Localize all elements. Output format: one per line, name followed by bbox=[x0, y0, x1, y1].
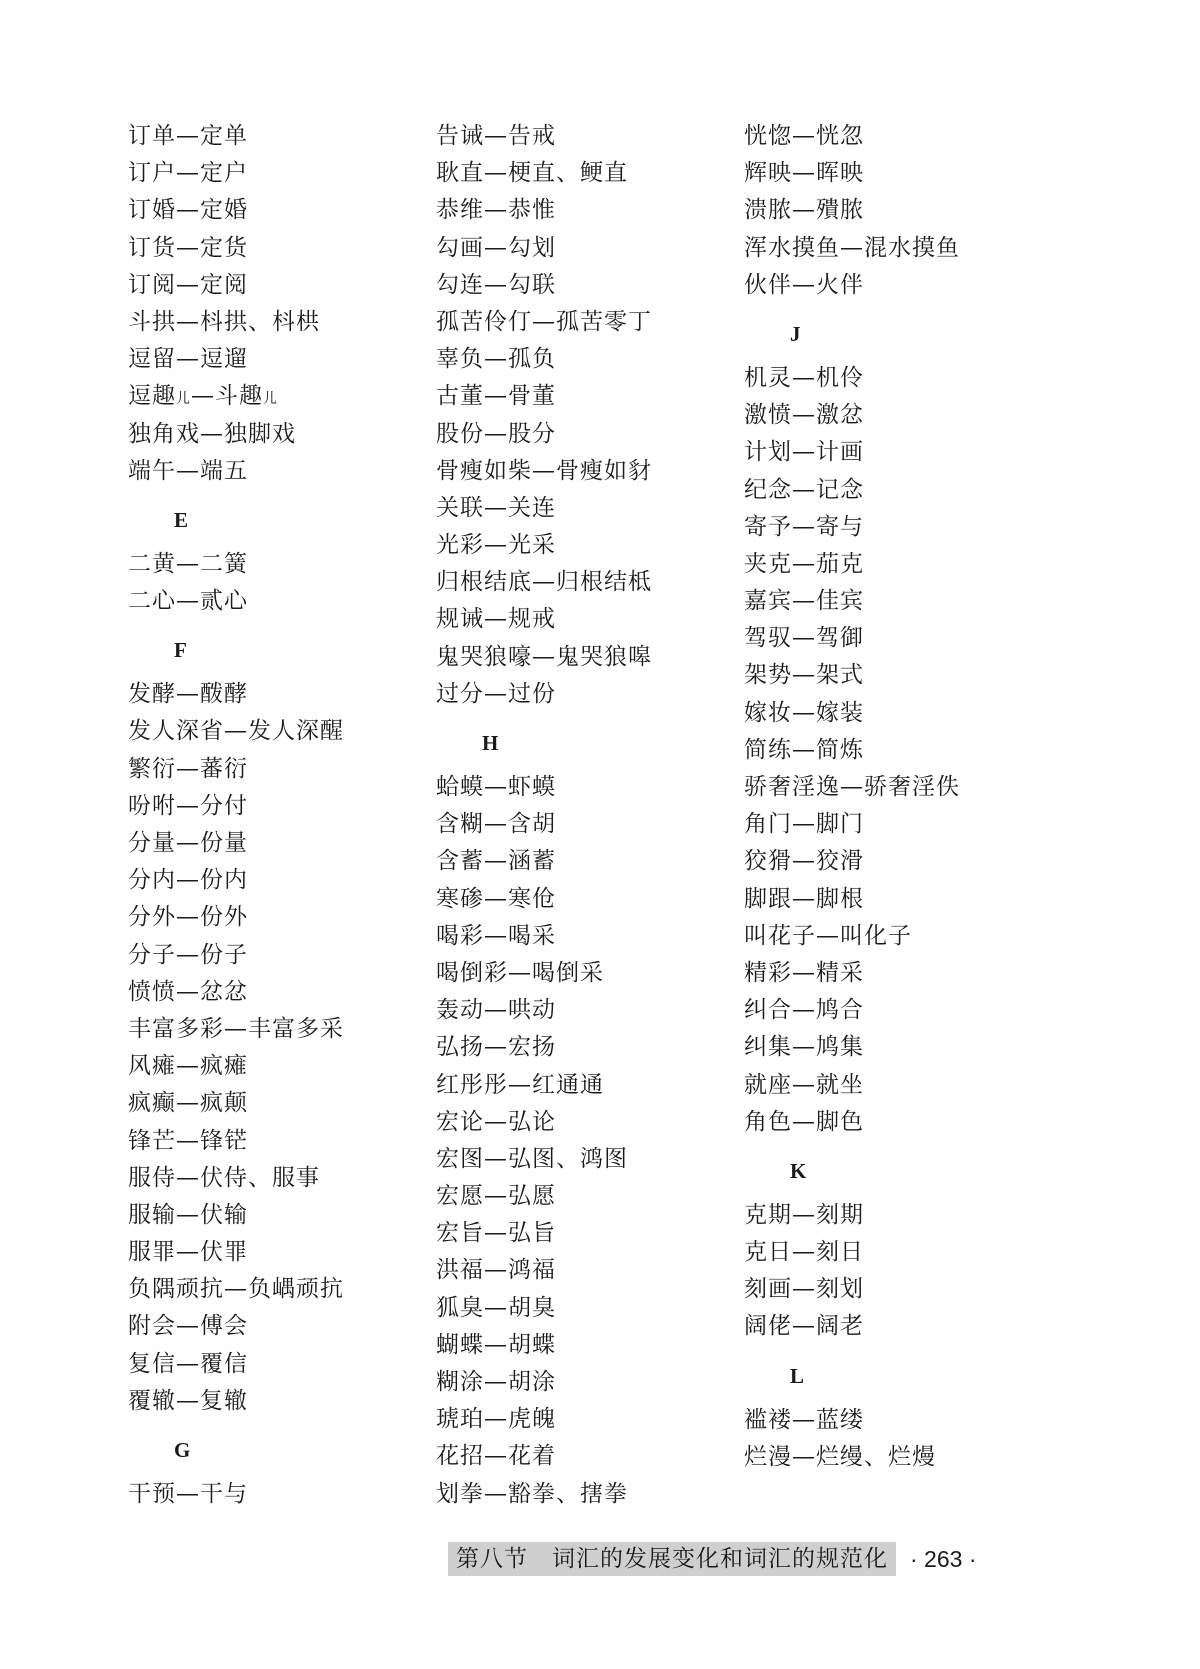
word-entry: 叫花子—叫化子 bbox=[744, 922, 912, 949]
word-entry: 订单—定单 bbox=[128, 123, 248, 149]
word-entry: 架势—架式 bbox=[744, 662, 864, 689]
word-entry: 复信—覆信 bbox=[128, 1350, 248, 1377]
word-entry: 古董—骨董 bbox=[436, 383, 556, 410]
word-entry: 斗拱—枓拱、枓栱 bbox=[128, 308, 320, 335]
word-entry: 轰动—哄动 bbox=[436, 997, 556, 1024]
word-entry: 恭维—恭惟 bbox=[436, 197, 556, 224]
word-entry: 阔佬—阔老 bbox=[744, 1313, 864, 1340]
er-suffix: 儿 bbox=[263, 391, 278, 408]
word-entry: 逗留—逗遛 bbox=[128, 346, 248, 373]
word-entry: 含蓄—涵蓄 bbox=[436, 848, 556, 875]
word-entry: 负隅顽抗—负嵎顽抗 bbox=[128, 1276, 344, 1303]
word-entry: 克日—刻日 bbox=[744, 1239, 864, 1266]
word-entry: 嘉宾—佳宾 bbox=[744, 588, 864, 615]
word-entry: 愤愤—忿忿 bbox=[128, 978, 248, 1005]
word-entry: 寄予—寄与 bbox=[744, 513, 864, 540]
word-entry: 溃脓—殨脓 bbox=[744, 197, 864, 224]
er-suffix: 儿 bbox=[176, 391, 191, 408]
word-entry: 纠集—鸠集 bbox=[744, 1034, 864, 1061]
word-entry: 分子—份子 bbox=[128, 941, 248, 968]
section-title: 第八节 词汇的发展变化和词汇的规范化 bbox=[448, 1542, 896, 1576]
word-entry: 纪念—记念 bbox=[744, 476, 864, 503]
word-entry: 激愤—激忿 bbox=[744, 402, 864, 429]
word-entry: 糊涂—胡涂 bbox=[436, 1369, 556, 1395]
word-entry: 吩咐—分付 bbox=[128, 792, 248, 819]
word-entry: 就座—就坐 bbox=[744, 1071, 864, 1098]
word-entry: 红彤彤—红通通 bbox=[436, 1071, 604, 1098]
word-entry: 规诫—规戒 bbox=[436, 606, 556, 633]
word-entry: 角门—脚门 bbox=[744, 811, 864, 838]
word-entry: 计划—计画 bbox=[744, 439, 864, 466]
word-entry: 宏愿—弘愿 bbox=[436, 1183, 556, 1210]
word-entry: 繁衍—蕃衍 bbox=[128, 755, 248, 782]
letter-header: J bbox=[790, 321, 801, 346]
word-entry: 简练—简炼 bbox=[744, 736, 864, 763]
word-entry: 角色—脚色 bbox=[744, 1108, 864, 1135]
word-entry: 宏旨—弘旨 bbox=[436, 1220, 556, 1247]
letter-header: E bbox=[174, 507, 189, 532]
word-entry: 覆辙—复辙 bbox=[128, 1387, 248, 1414]
word-entry: 寒碜—寒伧 bbox=[436, 885, 556, 912]
word-entry: 疯癫—疯颠 bbox=[128, 1090, 248, 1117]
word-entry: 喝倒彩—喝倒采 bbox=[436, 959, 604, 986]
word-entry: 附会—傅会 bbox=[128, 1313, 248, 1340]
word-entry: 分内—份内 bbox=[128, 867, 248, 894]
word-entry: 二黄—二簧 bbox=[128, 550, 248, 577]
word-entry: 恍惚—恍忽 bbox=[744, 123, 864, 149]
word-entry: 嫁妆—嫁装 bbox=[744, 699, 864, 726]
letter-header: L bbox=[790, 1363, 805, 1388]
word-entry: 分量—份量 bbox=[128, 830, 248, 856]
word-entry: 夹克—茄克 bbox=[744, 550, 864, 577]
word-entry: 服输—伏输 bbox=[128, 1201, 248, 1228]
word-entry: 褴褛—蓝缕 bbox=[744, 1406, 864, 1433]
word-entry: 驾驭—驾御 bbox=[744, 625, 864, 652]
word-entry: 机灵—机伶 bbox=[744, 364, 864, 391]
word-entry: 骨瘦如柴—骨瘦如豺 bbox=[436, 457, 652, 484]
word-entry: 独角戏—独脚戏 bbox=[128, 420, 296, 447]
word-entry: 逗趣儿—斗趣儿 bbox=[128, 383, 278, 410]
word-entry: 二心—贰心 bbox=[128, 588, 248, 615]
letter-header: G bbox=[174, 1438, 191, 1462]
word-entry: 干预—干与 bbox=[128, 1481, 248, 1507]
word-entry: 股份—股分 bbox=[436, 420, 556, 447]
word-entry: 辜负—孤负 bbox=[436, 346, 556, 373]
word-entry: 端午—端五 bbox=[128, 457, 248, 484]
letter-header: H bbox=[482, 731, 499, 755]
letter-header: K bbox=[790, 1158, 807, 1183]
word-entry: 订婚—定婚 bbox=[128, 197, 248, 224]
word-entry: 孤苦伶仃—孤苦零丁 bbox=[436, 308, 652, 335]
word-entry: 刻画—刻划 bbox=[744, 1276, 864, 1303]
word-entry: 含糊—含胡 bbox=[436, 811, 556, 838]
letter-header: F bbox=[174, 638, 187, 663]
word-entry: 过分—过份 bbox=[436, 680, 556, 707]
word-entry: 鬼哭狼嚎—鬼哭狼嗥 bbox=[436, 643, 652, 670]
word-entry: 精彩—精采 bbox=[744, 959, 864, 986]
word-entry: 关联—关连 bbox=[436, 494, 556, 521]
word-entry: 服罪—伏罪 bbox=[128, 1239, 248, 1266]
word-entry: 锋芒—锋铓 bbox=[128, 1127, 248, 1154]
word-entry: 花招—花着 bbox=[436, 1443, 556, 1470]
word-entry: 发酵—酦酵 bbox=[128, 681, 248, 708]
word-entry: 划拳—豁拳、搳拳 bbox=[436, 1480, 628, 1507]
word-entry: 光彩—光采 bbox=[436, 532, 556, 559]
word-entry: 辉映—晖映 bbox=[744, 160, 864, 187]
column-3 bbox=[744, 118, 960, 1476]
word-entry: 订货—定货 bbox=[128, 234, 248, 261]
word-entry: 勾连—勾联 bbox=[436, 271, 556, 298]
word-entry: 归根结底—归根结柢 bbox=[436, 569, 652, 596]
word-entry: 狡猾—狡滑 bbox=[744, 848, 864, 875]
word-entry: 蛤蟆—虾蟆 bbox=[436, 774, 556, 800]
word-entry: 狐臭—胡臭 bbox=[436, 1294, 556, 1321]
word-entry: 订户—定户 bbox=[128, 160, 248, 187]
word-entry: 喝彩—喝采 bbox=[436, 922, 556, 949]
word-entry: 纠合—鸠合 bbox=[744, 997, 864, 1024]
word-entry: 订阅—定阅 bbox=[128, 271, 248, 298]
word-entry: 发人深省—发人深醒 bbox=[128, 718, 344, 745]
word-entry: 烂漫—烂缦、烂熳 bbox=[744, 1443, 936, 1470]
word-entry: 琥珀—虎魄 bbox=[436, 1406, 556, 1433]
word-entry: 伙伴—火伴 bbox=[744, 271, 864, 298]
word-entry: 丰富多彩—丰富多采 bbox=[128, 1015, 344, 1042]
word-entry: 告诫—告戒 bbox=[436, 123, 556, 149]
word-entry: 分外—份外 bbox=[128, 904, 248, 931]
page-number: · 263 · bbox=[910, 1545, 977, 1572]
page-footer bbox=[448, 1541, 976, 1577]
column-1 bbox=[128, 118, 344, 1513]
word-entry: 风瘫—疯瘫 bbox=[128, 1053, 248, 1080]
word-entry: 耿直—梗直、鲠直 bbox=[436, 160, 628, 187]
word-entry: 弘扬—宏扬 bbox=[436, 1034, 556, 1061]
word-entry: 服侍—伏侍、服事 bbox=[128, 1164, 320, 1191]
word-entry: 勾画—勾划 bbox=[436, 234, 556, 261]
column-2 bbox=[436, 118, 652, 1513]
word-entry: 克期—刻期 bbox=[744, 1201, 864, 1228]
word-entry: 宏论—弘论 bbox=[436, 1108, 556, 1135]
word-entry: 骄奢淫逸—骄奢淫佚 bbox=[744, 774, 960, 800]
word-entry: 浑水摸鱼—混水摸鱼 bbox=[744, 234, 960, 261]
word-entry: 宏图—弘图、鸿图 bbox=[436, 1145, 628, 1172]
word-entry: 蝴蝶—胡蝶 bbox=[436, 1331, 556, 1358]
word-entry: 洪福—鸿福 bbox=[436, 1257, 556, 1284]
word-entry: 脚跟—脚根 bbox=[744, 885, 864, 912]
